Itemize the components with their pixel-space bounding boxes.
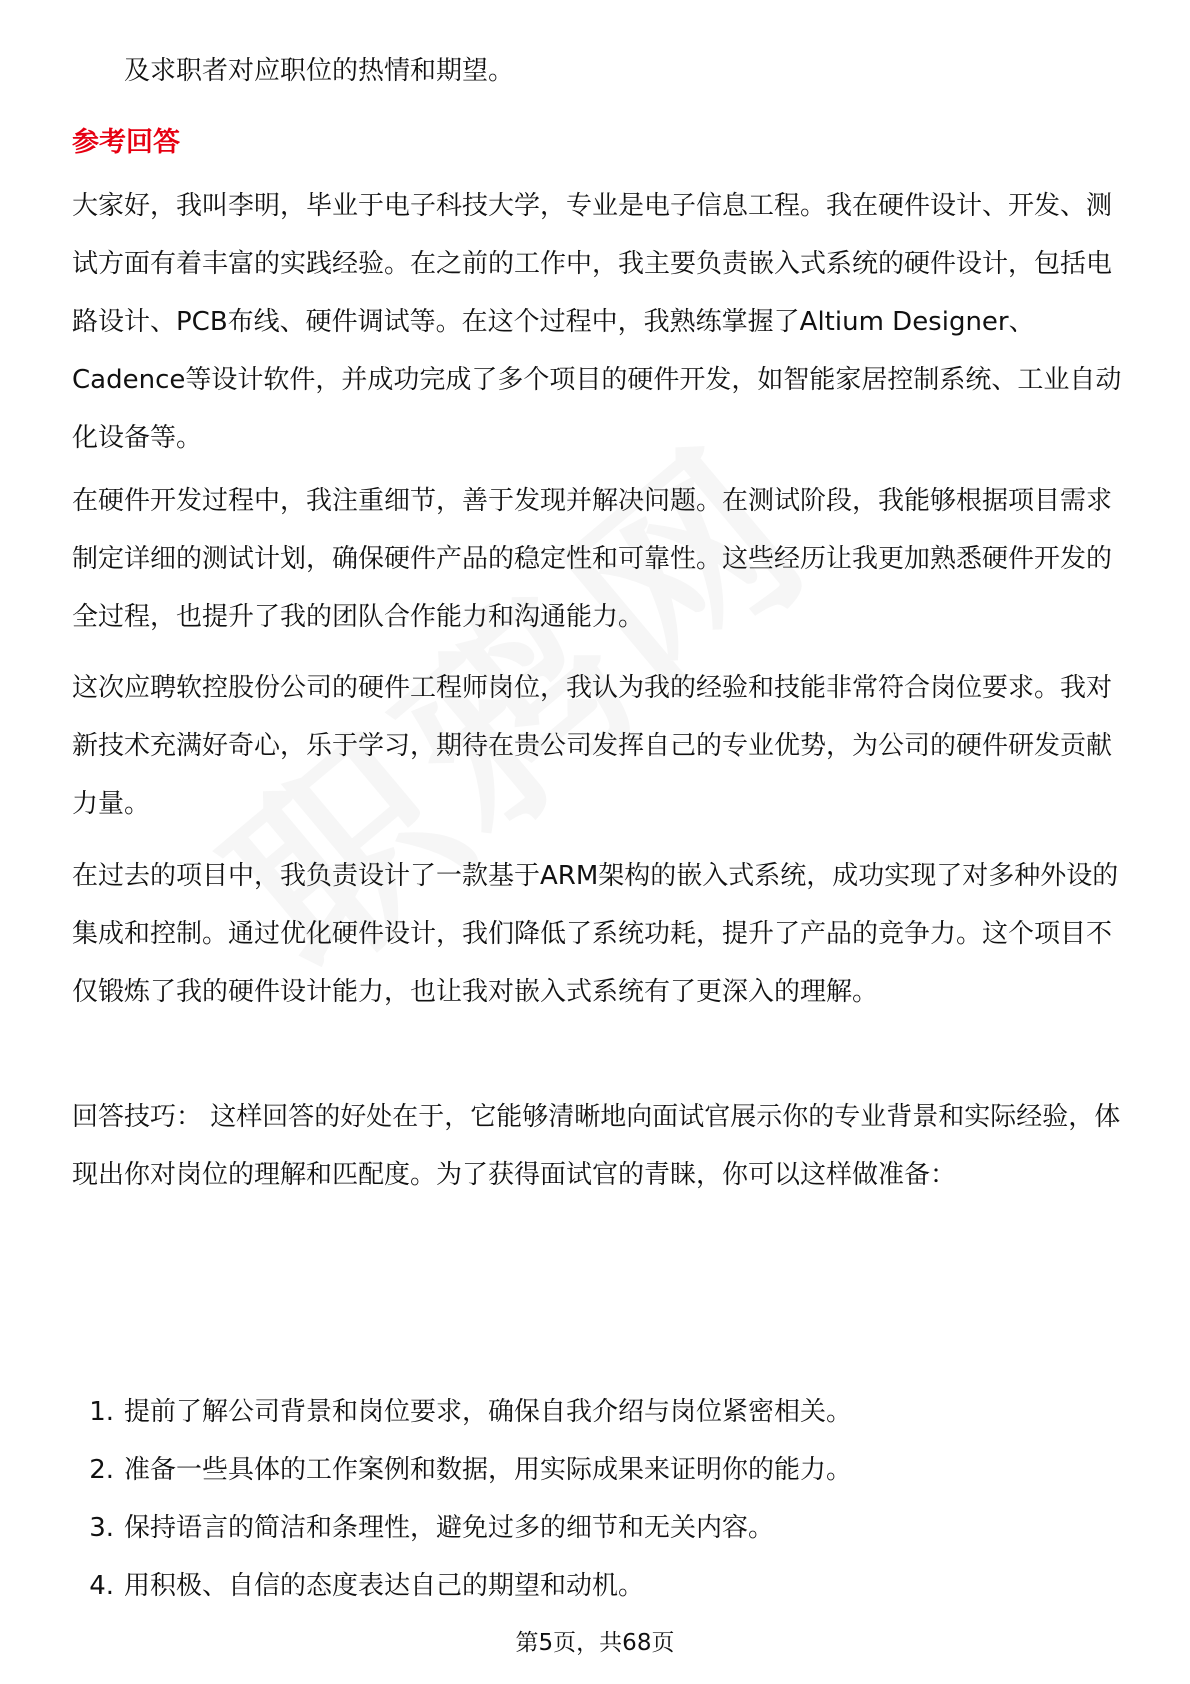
list-item [72, 1499, 1132, 1557]
list-item-text: 准备一些具体的工作案例和数据，用实际成果来证明你的能力。 [124, 1455, 853, 1485]
paragraph-tips-intro: 回答技巧： 这样回答的好处在于，它能够清晰地向面试官展示你的专业背景和实际经验，体现出你对岗位的理解和匹配度。为了获得面试官的青睐，你可以这样做准备： [72, 1102, 1121, 1190]
paragraph-project: 在过去的项目中，我负责设计了一款基于ARM架构的嵌入式系统，成功实现了对多种外设的集成和控制。通过优化硬件设计，我们降低了系统功耗，提升了产品的竞争力。这个项目不仅锻炼了我的硬件设计能力，也让我对嵌入式系统有了更深入的理解。 [72, 861, 1119, 1007]
paragraph-intro: 大家好，我叫李明，毕业于电子科技大学，专业是电子信息工程。我在硬件设计、开发、测试方面有着丰富的实践经验。在之前的工作中，我主要负责嵌入式系统的硬件设计，包括电路设计、PCB布线、硬件调试等。在这个过程中，我熟练掌握了Altium Designer、Cadence等设计软件，并成功完成了多个项目的硬件开发，如智能家居控制系统、工业自动化设备等。 [72, 191, 1122, 453]
list-item-text: 用积极、自信的态度表达自己的期望和动机。 [124, 1571, 645, 1601]
list-item-number: 2. [89, 1455, 114, 1485]
continuation-text: 及求职者对应职位的热情和期望。 [124, 56, 515, 86]
list-item [72, 1383, 1132, 1441]
section-title: 参考回答 [72, 127, 180, 158]
page-number: 第5页，共68页 [515, 1630, 675, 1656]
list-item [72, 1557, 1132, 1615]
list-item-number: 1. [89, 1397, 114, 1427]
paragraph-detail: 在硬件开发过程中，我注重细节，善于发现并解决问题。在测试阶段，我能够根据项目需求制定详细的测试计划，确保硬件产品的稳定性和可靠性。这些经历让我更加熟悉硬件开发的全过程，也提升了我的团队合作能力和沟通能力。 [72, 486, 1113, 632]
list-item-number: 4. [89, 1571, 114, 1601]
list-item-text: 提前了解公司背景和岗位要求，确保自我介绍与岗位紧密相关。 [124, 1397, 853, 1427]
list-item-text: 保持语言的简洁和条理性，避免过多的细节和无关内容。 [124, 1513, 775, 1543]
list-item [72, 1441, 1132, 1499]
list-item-number: 3. [89, 1513, 114, 1543]
tips-list [72, 1383, 1132, 1615]
paragraph-motivation: 这次应聘软控股份公司的硬件工程师岗位，我认为我的经验和技能非常符合岗位要求。我对新技术充满好奇心，乐于学习，期待在贵公司发挥自己的专业优势，为公司的硬件研发贡献力量。 [72, 673, 1113, 819]
